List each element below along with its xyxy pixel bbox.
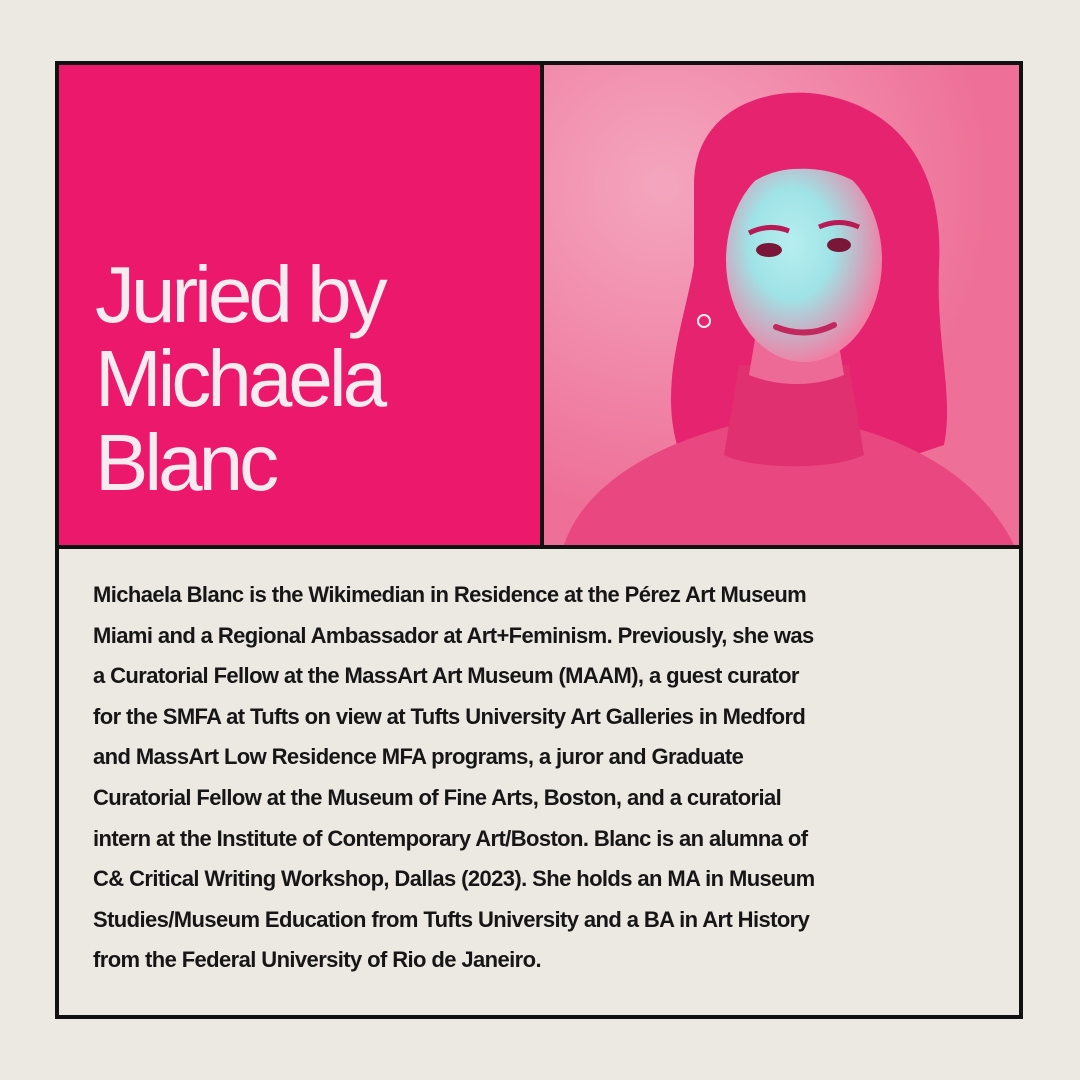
- portrait-illustration: [544, 65, 1019, 545]
- title-line: Juried by: [95, 250, 384, 339]
- bio-line: C& Critical Writing Workshop, Dallas (2023). She holds an MA in Museum: [93, 866, 815, 892]
- title-panel: [59, 65, 544, 549]
- bio-line: from the Federal University of Rio de Janeiro.: [93, 947, 541, 973]
- bio-line: Curatorial Fellow at the Museum of Fine Arts, Boston, and a curatorial: [93, 784, 782, 810]
- portrait-photo: [544, 65, 1019, 549]
- bio-line: Studies/Museum Education from Tufts University and a BA in Art History: [93, 906, 810, 932]
- bio-line: and MassArt Low Residence MFA programs, a juror and Graduate: [93, 744, 744, 770]
- bio-line: for the SMFA at Tufts on view at Tufts University Art Galleries in Medford: [93, 703, 806, 729]
- card-title: [95, 250, 384, 507]
- bio-line: intern at the Institute of Contemporary Art/Boston. Blanc is an alumna of: [93, 825, 808, 851]
- juror-card: [55, 61, 1023, 1019]
- juror-bio: [93, 575, 993, 981]
- bio-line: Michaela Blanc is the Wikimedian in Residence at the Pérez Art Museum: [93, 582, 807, 607]
- bio-line: a Curatorial Fellow at the MassArt Art Museum (MAAM), a guest curator: [93, 663, 799, 689]
- title-line: Michaela: [95, 334, 384, 423]
- bio-line: Miami and a Regional Ambassador at Art+Feminism. Previously, she was: [93, 622, 814, 648]
- title-line: Blanc: [95, 418, 276, 507]
